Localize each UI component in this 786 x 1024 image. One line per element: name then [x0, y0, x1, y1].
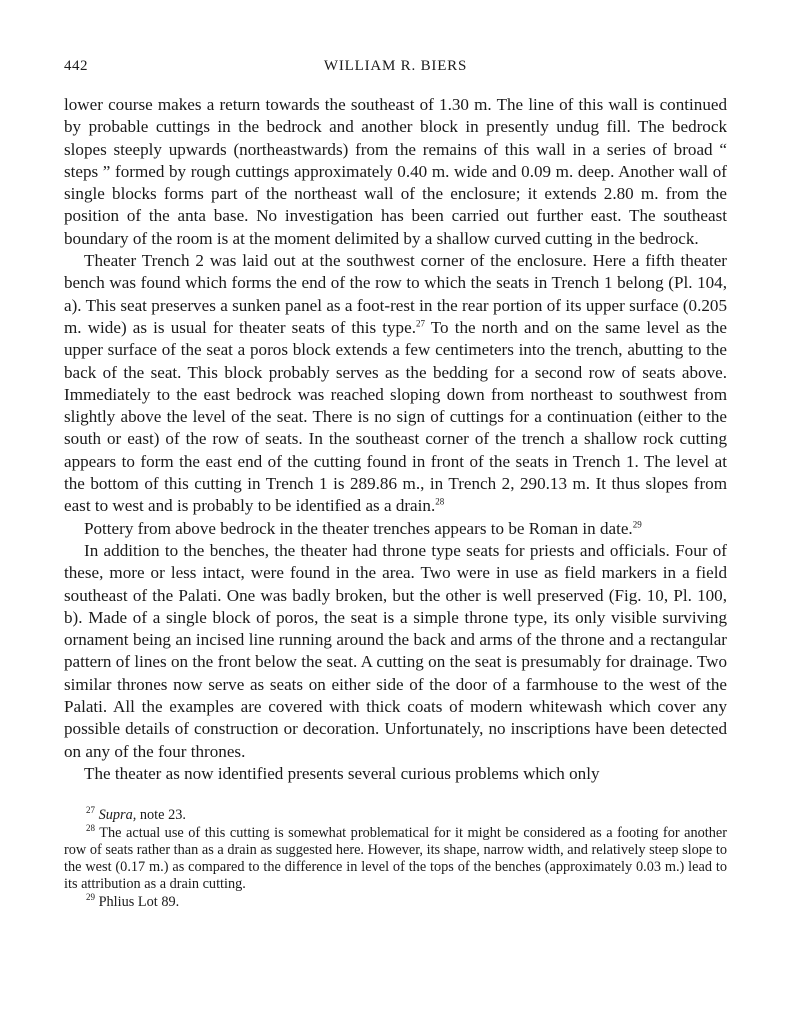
footnote-mark: 28 — [86, 822, 95, 833]
footnote — [64, 891, 727, 911]
footnote-mark: 27 — [86, 805, 95, 816]
running-head: WILLIAM R. BIERS — [323, 58, 468, 74]
footnote-italic: Supra, — [98, 807, 137, 824]
footnote-mark: 29 — [86, 891, 95, 902]
page-number: 442 — [64, 58, 88, 74]
paragraph-text: lower course makes a return towards the southeast of 1.30 m. The line of this wall is continued by probable cuttings in the bedrock and another block in presently undug fill. The bedrock slopes steeply upwards (northeastwards) from the remains of this wall in a series of broad “ steps ” formed by rough cuttings approximately 0.40 m. wide and 0.09 m. deep. Another wall of single blocks forms part of the northeast wall of the enclosure; it extends 2.80 m. from the position of the anta base. No investigation has been carried out further east. The southeast boundary of the room is at the moment delimited by a shallow curved cutting in the bedrock. — [64, 95, 727, 248]
paragraph — [64, 518, 727, 540]
paragraph-text: The theater as now identified presents several curious problems which only — [84, 763, 600, 783]
footnote-ref: 28 — [435, 496, 445, 507]
page-header — [64, 58, 727, 80]
footnote-text: Phlius Lot 89. — [98, 893, 180, 910]
footnote — [64, 807, 727, 824]
paragraph — [64, 250, 727, 518]
paragraph — [64, 763, 727, 785]
paragraph — [64, 94, 727, 250]
footnotes — [64, 807, 727, 911]
footnote-ref: 27 — [415, 318, 425, 329]
footnote-ref: 29 — [632, 518, 642, 529]
body-text — [64, 94, 727, 785]
paragraph-text: Theater Trench 2 was laid out at the southwest corner of the enclosure. Here a fifth theater bench was found which forms the end of the row to which the seats in Trench 1 belong (Pl. 104, a). This seat preserves a sunken panel as a foot-rest in the rear portion of its upper surface (0.205 m. wide) as is usual for theater seats of this type. — [64, 251, 727, 337]
footnote-text: The actual use of this cutting is somewhat problematical for it might be considered as a footing for another row of seats rather than as a drain as suggested here. However, its shape, narrow width, and relatively steep slope to the west (0.17 m.) as compared to the difference in level of the tops of the benches (approximately 0.03 m.) lead to its attribution as a drain cutting. — [64, 824, 727, 893]
page — [64, 58, 727, 911]
footnote — [64, 822, 727, 894]
paragraph — [64, 540, 727, 763]
footnote-text: note 23. — [136, 807, 186, 824]
paragraph-text: Pottery from above bedrock in the theater trenches appears to be Roman in date. — [84, 518, 633, 538]
paragraph-text: In addition to the benches, the theater had throne type seats for priests and officials. Four of these, more or less intact, were found in the area. Two were in use as field markers in a field southeast of the Palati. One was badly broken, but the other is well preserved (Fig. 10, Pl. 100, b). Made of a single block of poros, the seat is a simple throne type, its only visible surviving ornament being an incised line running around the back and arms of the throne and a rectangular pattern of lines on the front below the seat. A cutting on the seat is presumably for drainage. Two similar thrones now serve as seats on either side of the door of a farmhouse to the west of the Palati. All the examples are covered with thick coats of modern whitewash which cover any possible details of construction or decoration. Unfortunately, no inscriptions have been detected on any of the four thrones. — [64, 540, 727, 761]
paragraph-text: To the north and on the same level as the upper surface of the seat a poros block extends a few centimeters into the trench, abutting to the back of the seat. This block probably serves as the bedding for a second row of seats above. Immediately to the east bedrock was reached sloping down from northeast to southwest from slightly above the level of the seat. There is no sign of cuttings for a continuation (either to the south or east) of the row of seats. In the southeast corner of the trench a shallow rock cutting appears to form the east end of the cutting found in front of the seats in Trench 1. The level at the bottom of this cutting in Trench 1 is 289.86 m., in Trench 2, 290.13 m. It thus slopes from east to west and is probably to be identified as a drain. — [64, 317, 727, 516]
